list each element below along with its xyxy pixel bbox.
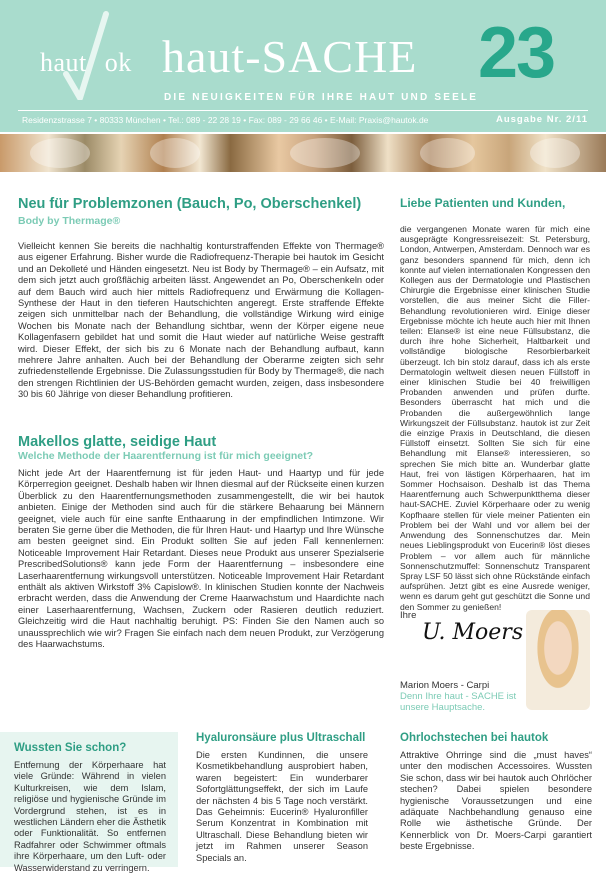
- section-title: Makellos glatte, seidige Haut: [18, 434, 217, 450]
- author-note: Denn Ihre haut - SACHE ist unsere Hauptsache.: [400, 691, 517, 713]
- section-subtitle: Body by Thermage®: [18, 215, 121, 227]
- box-ohrlochstechen: [394, 732, 600, 867]
- section-body: Nicht jede Art der Haarentfernung ist für jeden Haut- und Haartyp und für jede Körperregion geeignet. Deshalb haben wir Ihnen diesmal auf der Rückseite einen kurzen Überblick zu den Haarentfernungsmethoden zusammengestellt, die wir bei hautok anbieten. Einige der Methoden sind auch für die stärkere Behaarung bei Männern geeignet, viele auch für eine sanfte Enthaarung in der empfindlichen Intimzone. Wir beraten Sie gerne über die Methoden, die für Ihren Haut- und Haartyp und Ihre Wünsche am besten geeignet sind. Ein Produkt sollten Sie auf jeden Fall kennenlernen: Noticeable Improvement Hair Retardant. Dieses neue Produkt aus unserer Spezialserie PrescribedSolutions® kann jede Form der Haarentfernung – insbesondere eine Laserhaarentfernung wirkungsvoll unterstützen. Noticeable Improvement Hair Retardant enthält als aktiven Wirkstoff 3% Capislow®. In klinischen Studien konnte der Nachweis erbracht werden, dass die Anwendung der Creme Haarwachstum und Haardichte nach einer Laserhaarentfernung, Wachsen, Zuckern oder Rasieren deutlich reduziert. Gleichzeitig wird die Haut nachhaltig beruhigt. PS: Finden Sie den Namen auch so unaussprechlich wie wir? Fragen Sie einfach nach dem neuen Produkt, zur Verzögerung des Haarwachstums.: [18, 468, 384, 650]
- section-subtitle: Welche Methode der Haarentfernung ist für mich geeignet?: [18, 450, 314, 462]
- logo-text-haut: haut: [40, 48, 87, 77]
- box-wussten-sie-schon: [0, 732, 178, 873]
- box-title: Hyaluronsäure plus Ultraschall: [196, 732, 366, 744]
- box-hyaluronsaeure: [182, 732, 376, 867]
- greeting: Ihre: [400, 610, 417, 621]
- letter-body: die vergangenen Monate waren für mich eine ausgeprägte Kongressreisezeit: St. Petersburg, London, Antwerpen, Amsterdam. Dennoch war es ganz besonders spannend für mich, denn ich konnte auf vielen internationalen Kongressen den Kollegen aus der Dermatologie und Plastischen Chirurgie die Ergebnisse einer klinischen Studie vorstellen, die aus meiner Sicht die Filler-Behandlung revolutionieren wird. Einige dieser Ergebnisse möchte ich heute auch hier mit Ihnen teilen: Elanse® ist eine neue Füllsubstanz, die durch ihre hohe Sicherheit, Haltbarkeit und vollständige biologische Resorbierbarkeit überzeugt. Ich bin stolz darauf, dass ich als erste Dermatologin weltweit diesen neuen Füllstoff in einer klinischen Studie bei 40 freiwilligen Probanden anwenden und prüfen durfte. Besonders überrascht hat mich und die Probanden die außergewöhnlich lange Wirkungszeit der Füllsubstanz. hautok ist zur Zeit die einzige Praxis in Deutschland, die diesen Füllstoff einsetzt. Sollten Sie sich für eine Behandlung mit Elanse® interessieren, so sprechen Sie mich bitte an. Wunderbar glatte Haut, frei von lästigen Körperhaaren, hat im Sommer Hochsaison. Deshalb ist das Thema Haarentfernung auch Schwerpunktthema dieser haut-SACHE. Zuviel Körperhaare oder zu wenig Kopfhaare stellen für viele meiner Patienten ein Problem bei der Wahl und vor allem bei der Anwendung des Sonnenschutzes dar. Mein neues Lieblingsprodukt von Eucerin® löst dieses Problem – vor allem auch für männliche Sonnenschutzmuffel: Sonnenschutz Transparent Spray LSF 50 lässt sich ohne Rückstände einfach aufsprühen. Jetzt gibt es eine Ausrede weniger, wenn es darum geht gut geschützt die Sonne und den Sommer zu genießen!: [400, 224, 590, 612]
- box-title: Ohrlochstechen bei hautok: [400, 732, 549, 744]
- editorial-letter: [400, 196, 590, 612]
- contact-address: Residenzstrasse 7 • 80333 München • Tel.: 089 - 22 28 19 • Fax: 089 - 29 66 46 • E-Mail: Praxis@hautok.de: [22, 115, 429, 125]
- logo-text-ok: ok: [104, 48, 132, 77]
- header-divider: [18, 110, 588, 111]
- newsletter-title: haut-SACHE: [162, 31, 418, 82]
- masthead: [0, 0, 606, 132]
- section-title: Neu für Problemzonen (Bauch, Po, Oberschenkel): [18, 196, 362, 212]
- photo-banner: [0, 134, 606, 172]
- signature-block: [400, 610, 590, 720]
- handwritten-signature: U. Moers: [422, 620, 524, 645]
- section-body: Vielleicht kennen Sie bereits die nachhaltig konturstraffenden Effekte von Thermage® aus eigener Erfahrung. Bisher wurde die Radiofrequenz-Therapie bei hautok im Gesicht und an Dekolleté und Händen eingesetzt. Neu ist Body by Thermage® – ein Aufsatz, mit dem sich jetzt auch großflächig arbeiten lässt. Angewendet an Po, Oberschenkeln oder auf dem Bauch wird auch hier mittels Radiofrequenz und Erwärmung die Kollagen-Synthese der Haut in den tieferen Hautschichten angeregt. Erste straffende Effekte zeigen sich unmittelbar nach der Behandlung, die vollständige Wirkung wird einige Wochen bis Monate nach der Behandlung sichtbar, wenn der Körper eigene neue Kollagenfasern gebildet hat und somit die Haut wieder auf natürliche Weise gestrafft wird. Dieser Effekt, der sich bis zu 6 Monate nach der Behandlung aufbaut, kann mehrere Jahre anhalten. Auch bei der Behandlung der Oberarme zeigten sich sehr zufriedenstellende Ergebnisse. Die Zulassungsstudien für Body by Thermage®, die nach den strengen Richtlinien der US-Behörden gemacht wurden, zeigen, dass insbesondere 30 bis 60 Jährige von dieser Behandlung profitieren.: [18, 241, 384, 400]
- newsletter-subtitle: DIE NEUIGKEITEN FÜR IHRE HAUT UND SEELE: [164, 92, 479, 103]
- box-text: Entfernung der Körperhaare hat viele Gründe: Während in vielen Kulturkreisen, wie dem Islam, religiöse und hygienische Gründe im Vordergrund stehen, ist es in westlichen Ländern eher die Ästhetik oder Funktionalität. So entfernen Radfahrer oder Schwimmer oftmals ihre Körperhaare, um den Luft- oder Wasserwiderstand zu verringern.: [14, 760, 166, 873]
- hautok-logo[interactable]: [22, 10, 142, 100]
- author-portrait: [526, 610, 590, 710]
- issue-number: 23: [478, 13, 555, 93]
- issue-label: Ausgabe Nr. 2/11: [495, 114, 588, 125]
- box-text: Die ersten Kundinnen, die unsere Kosmetikbehandlung ausprobiert haben, waren begeistert: Ein wunderbarer Sofortglättungseffekt, der sich im Laufe der nächsten 4 bis 5 Tage noch verstärkt. Das Geheimnis: Eucerin® Hyaluronfiller Serum Konzentrat in Kombination mit Ultraschall. Diese Behandlung bieten wir jetzt im Rahmen unserer Season Specials an.: [196, 750, 368, 863]
- box-title: Wussten Sie schon?: [14, 742, 127, 754]
- letter-title: Liebe Patienten und Kunden,: [400, 196, 566, 210]
- box-text: Attraktive Ohrringe sind die „must haves“ unter den modischen Accessoires. Wussten Sie schon, dass wir bei hautok auch Ohrlöcher stechen? Dabei spielen besondere hygienische Voraussetzungen und eine adäquate Nachbehandlung genauso eine Rolle wie ästhetische Gründe. Der Kennerblick von Dr. Moers-Carpi garantiert beste Ergebnisse.: [400, 750, 592, 852]
- section-problemzonen: [18, 196, 384, 401]
- author-name: Marion Moers - Carpi: [400, 680, 490, 691]
- section-haarentfernung: [18, 434, 384, 651]
